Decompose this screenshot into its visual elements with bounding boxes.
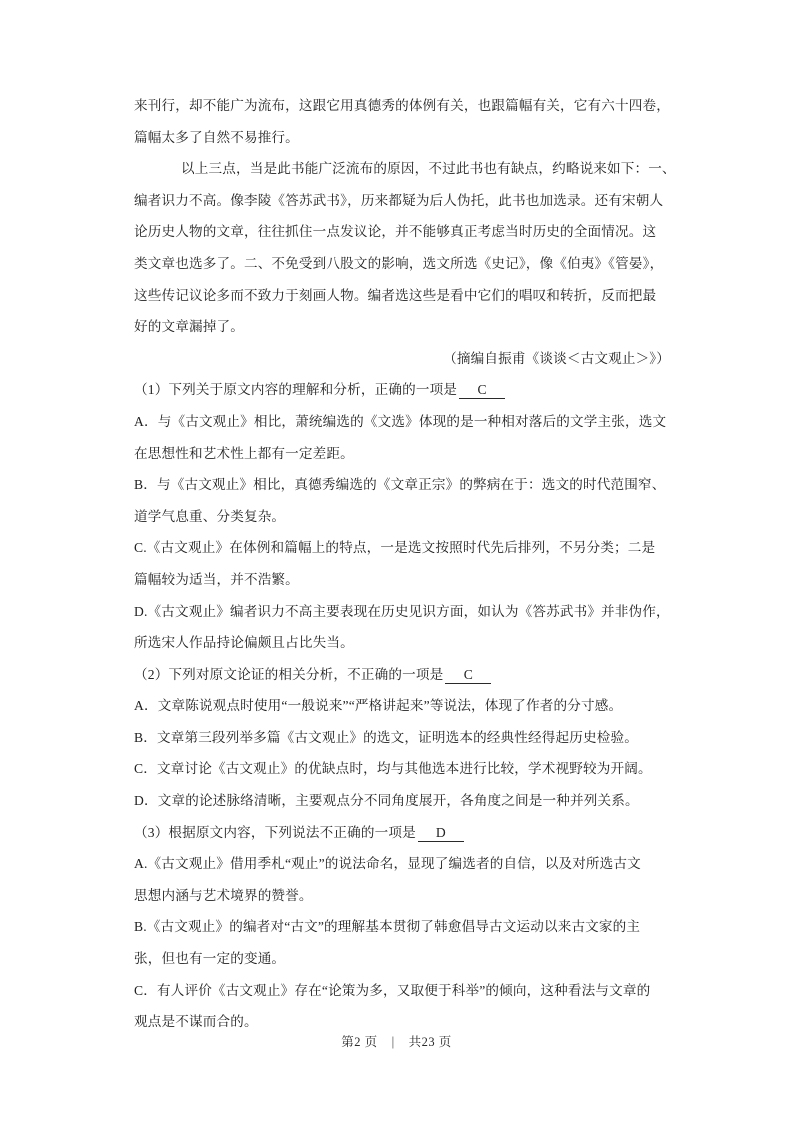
text-line [134,343,670,375]
text-line [134,880,670,912]
text-line [134,564,670,596]
line-text: C.《古文观止》在体例和篇幅上的特点，一是选文按照时代先后排列，不另分类；二是 [134,540,656,556]
line-text: 论历史人物的文章，往往抓住一点发议论，并不能够真正考虑当时历史的全面情况。这 [134,224,657,240]
text-line [134,501,670,533]
text-line [134,911,670,943]
text-line [134,975,670,1007]
line-text: 道学气息重、分类复杂。 [134,508,286,524]
text-line [134,690,670,722]
line-text: 编者识力不高。像李陵《答苏武书》，历来都疑为后人伪托，此书也加选录。还有宋朝人 [134,192,664,208]
text-line [134,406,670,438]
text-line [134,722,670,754]
footer-total-pages: 共23 页 [408,1035,452,1049]
line-text: 所选宋人作品持论偏颇且占比失当。 [134,635,354,651]
footer-page-number: 第2 页 [341,1035,378,1049]
line-text: A．与《古文观止》相比，萧统编选的《文选》体现的是一种相对落后的文学主张，选文 [134,413,667,429]
line-text: 好的文章漏掉了。 [134,319,244,335]
text-line [134,753,670,785]
line-text: 张，但也有一定的变通。 [134,951,286,967]
line-text: 观点是不谋而合的。 [134,1014,258,1030]
line-text: 这些传记议论多而不致力于刻画人物。编者选这些是看中它们的唱叹和转折，反而把最 [134,287,657,303]
line-text: D．文章的论述脉络清晰，主要观点分不同角度展开，各角度之间是一种并列关系。 [134,793,639,809]
text-line [134,311,670,343]
text-line [134,627,670,659]
line-text: （3）根据原文内容，下列说法不正确的一项是 [134,824,416,840]
line-text: B．与《古文观止》相比，真德秀编选的《文章正宗》的弊病在于：选文的时代范围窄、 [134,477,666,493]
line-text: 思想内涵与艺术境界的赞誉。 [134,887,313,903]
answer-blank: D [418,824,464,842]
line-text: 篇幅较为适当，并不浩繁。 [134,571,299,587]
line-text: A.《古文观止》借用季札“观止”的说法命名，显现了编选者的自信，以及对所选古文 [134,856,641,872]
line-text: （1）下列关于原文内容的理解和分析，正确的一项是 [134,382,458,398]
line-text: （摘编自振甫《谈谈＜古文观止＞》） [443,350,670,366]
text-line [134,248,670,280]
text-line [134,469,670,501]
line-text: 类文章也选多了。二、不免受到八股文的影响，选文所选《史记》，像《伯夷》《管晏》， [134,255,664,271]
text-line [134,280,670,312]
line-text: B．文章第三段列举多篇《古文观止》的选文，证明选本的经典性经得起历史检验。 [134,729,638,745]
text-line [134,216,670,248]
line-text: C．文章讨论《古文观止》的优缺点时，均与其他选本进行比较，学术视野较为开阔。 [134,761,652,777]
question-line [134,817,670,849]
answer-blank: C [445,666,491,684]
text-line [134,153,676,185]
line-text: D.《古文观止》编者识力不高主要表现在历史见识方面，如认为《答苏武书》并非伪作， [134,603,670,619]
text-line [134,785,670,817]
line-text: 以上三点，当是此书能广泛流布的原因，不过此书也有缺点，约略说来如下：一、 [181,161,676,177]
line-text: B.《古文观止》的编者对“古文”的理解基本贯彻了韩愈倡导古文运动以来古文家的主 [134,919,641,935]
question-line [134,659,670,691]
line-text: C．有人评价《古文观止》存在“论策为多，又取便于科举”的倾向，这种看法与文章的 [134,982,651,998]
answer-blank: C [459,381,505,399]
text-line [134,848,670,880]
document-body [134,90,676,1038]
page-footer [0,1032,793,1050]
text-line [134,90,670,122]
text-line [134,122,670,154]
text-line [134,943,670,975]
line-text: （2）下列对原文论证的相关分析，不正确的一项是 [134,666,444,682]
line-text: 在思想性和艺术性上都有一定差距。 [134,445,354,461]
text-line [134,185,670,217]
footer-separator: | [391,1035,395,1049]
line-text: 来刊行，却不能广为流布，这跟它用真德秀的体例有关，也跟篇幅有关，它有六十四卷， [134,98,671,113]
text-line [134,596,670,628]
question-line [134,374,670,406]
line-text: 篇幅太多了自然不易推行。 [134,129,299,145]
text-line [134,532,670,564]
text-line [134,438,670,470]
line-text: A．文章陈说观点时使用“一般说来”“严格讲起来”等说法，体现了作者的分寸感。 [134,698,623,714]
